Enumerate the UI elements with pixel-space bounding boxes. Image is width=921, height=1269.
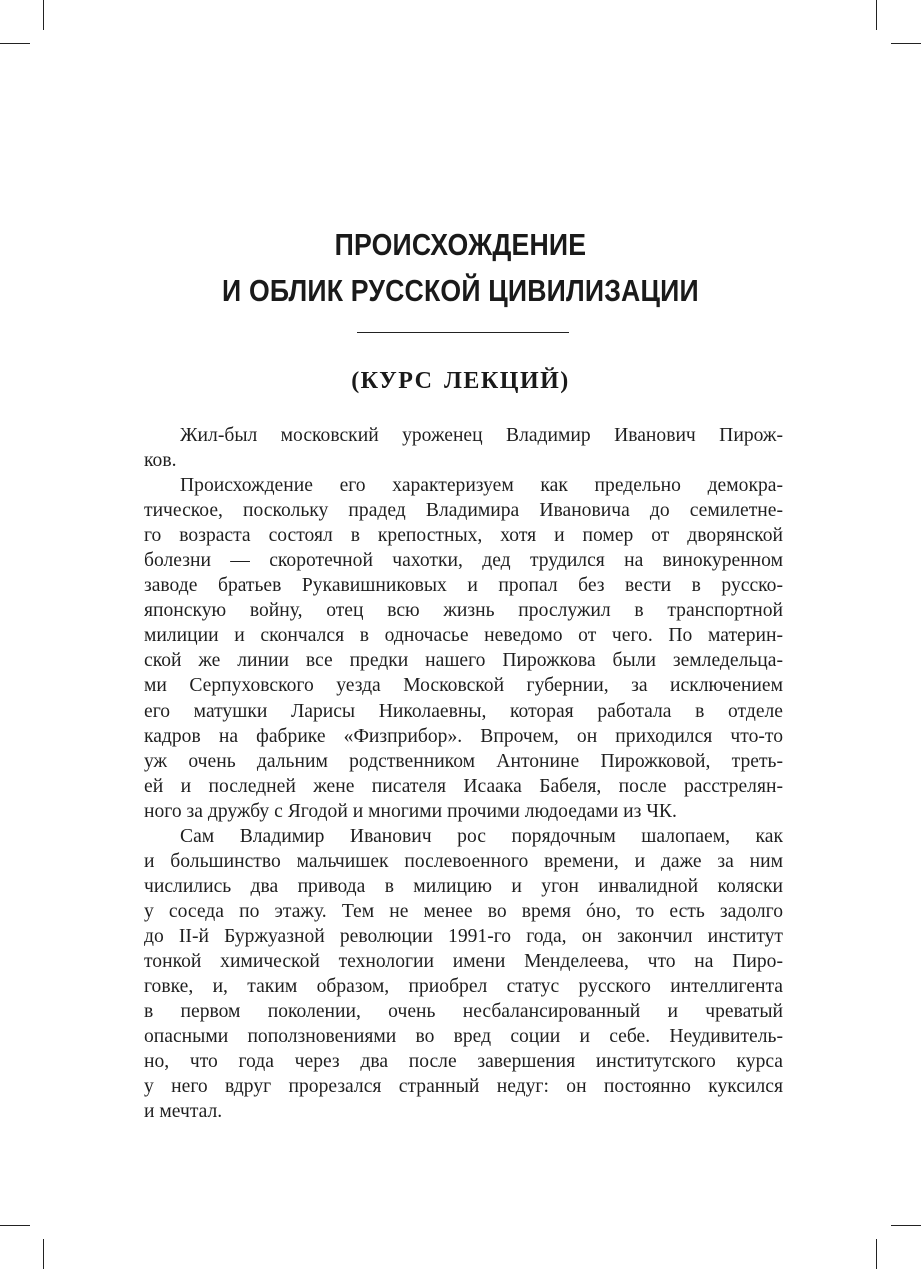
text-line: числились два привода в милицию и угон инвалидной коляски — [144, 875, 783, 897]
text-line: у него вдруг прорезался странный недуг: он постоянно куксился — [144, 1076, 783, 1098]
text-line: Жил-был московский уроженец Владимир Иванович Пирож- — [180, 425, 783, 446]
crop-mark-top-right — [876, 0, 877, 30]
text-line: заводе братьев Рукавишниковых и пропал без вести в русско- — [144, 575, 783, 597]
text-line: опасными поползновениями во вред соции и себе. Неудивитель- — [144, 1026, 783, 1048]
text-line: до II-й Буржуазной революции 1991-го года, он закончил институт — [144, 925, 783, 947]
text-line: милиции и скончался в одночасье неведомо от чего. По материн- — [144, 625, 783, 647]
crop-mark-bottom-left — [43, 1239, 44, 1269]
text-line: говке, и, таким образом, приобрел статус русского интеллигента — [144, 976, 783, 998]
text-line: японскую войну, отец всю жизнь прослужил в транспортной — [144, 600, 783, 622]
text-line: у соседа по этажу. Тем не менее во время óно, то есть задолго — [144, 900, 783, 922]
text-line: ми Серпуховского уезда Московской губернии, за исключением — [144, 675, 783, 697]
text-line: в первом поколении, очень несбалансированный и чреватый — [144, 1001, 783, 1023]
text-line: го возраста состоял в крепостных, хотя и помер от дворянской — [144, 525, 783, 547]
text-line: болезни — скоротечной чахотки, дед трудился на винокуренном — [144, 550, 783, 572]
text-line: уж очень дальним родственником Антонине Пирожковой, треть- — [144, 750, 783, 772]
crop-mark-bottom-right-h — [891, 1225, 921, 1226]
text-line: тическое, поскольку прадед Владимира Ивановича до семилетне- — [144, 500, 783, 522]
paragraph — [144, 423, 783, 473]
title-divider — [357, 332, 569, 333]
text-line: и большинство мальчишек послевоенного времени, и даже за ним — [144, 850, 783, 872]
paragraph — [144, 824, 783, 1125]
chapter-title-line-2: И ОБЛИК РУССКОЙ ЦИВИЛИЗАЦИИ — [222, 273, 699, 308]
text-line: но, что года через два после завершения институтского курса — [144, 1051, 783, 1073]
text-line: его матушки Ларисы Николаевны, которая работала в отделе — [144, 700, 783, 722]
text-line: и мечтал. — [144, 1101, 223, 1123]
chapter-title — [64, 222, 856, 314]
text-line: ской же линии все предки нашего Пирожкова были земледельца- — [144, 650, 783, 672]
text-line: кадров на фабрике «Физприбор». Впрочем, он приходился что-то — [144, 725, 783, 747]
body-text — [144, 423, 783, 1124]
crop-mark-top-right-h — [891, 43, 921, 44]
text-line: ей и последней жене писателя Исаака Бабеля, после расстрелян- — [144, 775, 783, 797]
chapter-subtitle: (КУРС ЛЕКЦИЙ) — [351, 368, 570, 394]
crop-mark-top-left — [43, 0, 44, 30]
crop-mark-bottom-left-h — [0, 1225, 30, 1226]
text-line: Происхождение его характеризуем как предельно демокра- — [180, 475, 783, 497]
crop-mark-bottom-right — [876, 1239, 877, 1269]
text-line: ков. — [144, 450, 177, 472]
text-line: тонкой химической технологии имени Менделеева, что на Пиро- — [144, 950, 783, 972]
chapter-title-line-1: ПРОИСХОЖДЕНИЕ — [334, 227, 587, 262]
text-line: ного за дружбу с Ягодой и многими прочими людоедами из ЧК. — [144, 800, 677, 822]
text-line: Сам Владимир Иванович рос порядочным шалопаем, как — [180, 825, 783, 847]
crop-mark-top-left-h — [0, 43, 30, 44]
paragraph — [144, 473, 783, 824]
